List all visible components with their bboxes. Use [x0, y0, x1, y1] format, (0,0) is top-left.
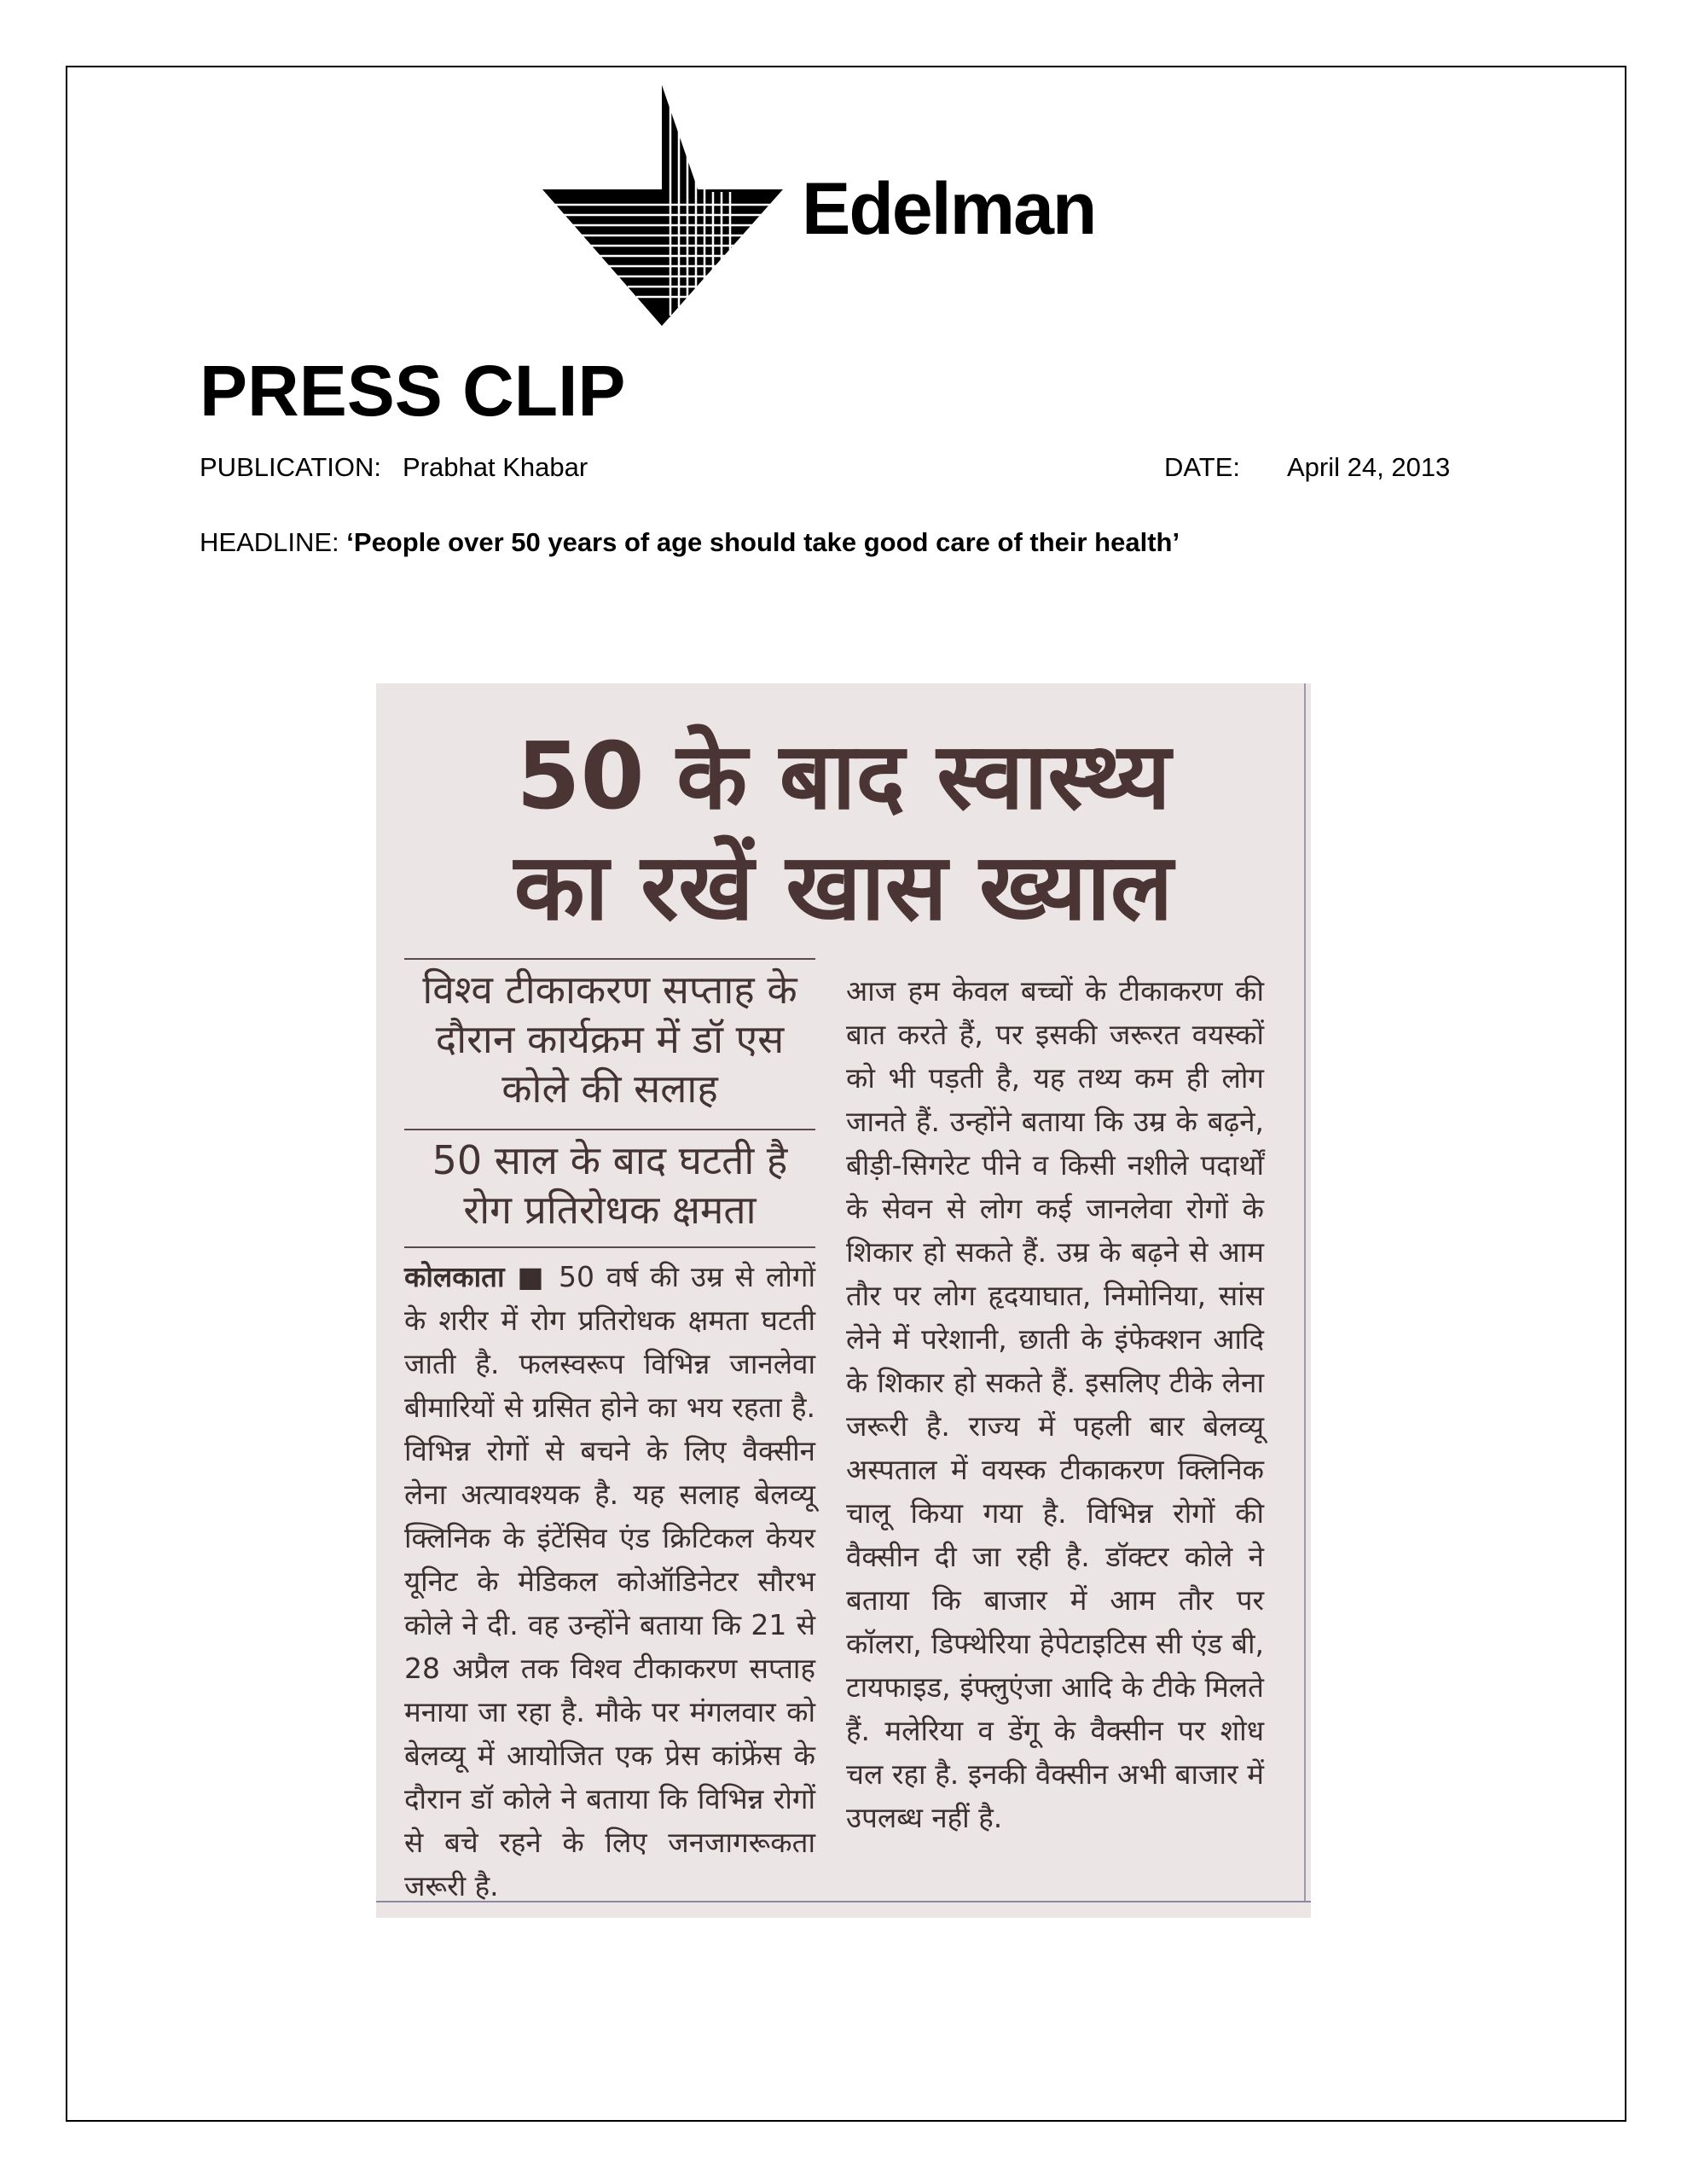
newspaper-clipping: [376, 683, 1311, 1918]
clipping-headline-line2: का रखें खास ख्याल: [513, 834, 1174, 941]
headline-label: HEADLINE:: [200, 527, 347, 557]
publication-value: Prabhat Khabar: [403, 452, 588, 482]
headline: [200, 527, 1180, 558]
dateline: कोलकाता ■: [404, 1260, 548, 1293]
divider: [404, 1246, 815, 1248]
clipping-headline-line1: 50 के बाद स्वास्थ्य: [516, 723, 1171, 830]
clipping-right-column: आज हम केवल बच्चों के टीकाकरण की बात करते हैं, पर इसकी जरूरत वयस्कों को भी पड़ती है, यह तथ्य कम ही लोग जानते हैं. उन्होंने बताया कि उम्र के बढ़ने, बीड़ी-सिगरेट पीने व किसी नशीले पदार्थों के सेवन से लोग कई जानलेवा रोगों के शिकार हो सकते हैं. उम्र के बढ़ने से आम तौर पर लोग हृदयाघात, निमोनिया, सांस लेने में परेशानी, छाती के इंफेक्शन आदि के शिकार हो सकते हैं. इसलिए टीके लेना जरूरी है. राज्य में पहली बार बेलव्यू अस्पताल में वयस्क टीकाकरण क्लिनिक चालू किया गया है. विभिन्न रोगों की वैक्सीन दी जा रही है. डॉक्टर कोले ने बताया कि बाजार में आम तौर पर कॉलरा, डिफ्थेरिया हेपेटाइटिस सी एंड बी, टायफाइड, इंफ्लुएंजा आदि के टीके मिलते हैं. मलेरिया व डेंगू के वैक्सीन पर शोध चल रहा है. इनकी वैक्सीन अभी बाजार में उपलब्ध नहीं है.: [846, 974, 1264, 1834]
brand-name: Edelman: [802, 168, 1096, 250]
date-value: April 24, 2013: [1287, 452, 1451, 482]
headline-value: ‘People over 50 years of age should take good care of their health’: [346, 527, 1180, 557]
edelman-logo-icon: [542, 85, 783, 326]
divider: [404, 958, 815, 960]
left-body: 50 वर्ष की उम्र से लोगों के शरीर में रोग प्रतिरोधक क्षमता घटती जाती है. फलस्वरूप विभिन्न जानलेवा बीमारियों से ग्रसित होने का भय रहता है. विभिन्न रोगों से बचने के लिए वैक्सीन लेना अत्यावश्यक है. यह सलाह बेलव्यू क्लिनिक के इंटेंसिव एंड क्रिटिकल केयर यूनिट के मेडिकल कोऑडिनेटर सौरभ कोले ने दी. वह उन्होंने बताया कि 21 से 28 अप्रैल तक विश्व टीकाकरण सप्ताह मनाया जा रहा है. मौके पर मंगलवार को बेलव्यू में आयोजित एक प्रेस कांफ्रेंस के दौरान डॉ कोले ने बताया कि विभिन्न रोगों से बचे रहने के लिए जनजागरूकता जरूरी है.: [404, 1260, 815, 1902]
page-title: PRESS CLIP: [200, 351, 626, 431]
divider: [404, 1129, 815, 1130]
clipping-subhead-2: 50 साल के बाद घटती है रोग प्रतिरोधक क्षमता: [432, 1137, 788, 1233]
publication-label: PUBLICATION:: [200, 452, 382, 482]
clipping-subhead-1: विश्व टीकाकरण सप्ताह के दौरान कार्यक्रम में डॉ एस कोले की सलाह: [422, 967, 797, 1112]
clipping-left-column: [404, 1255, 815, 1908]
date-label: DATE:: [1164, 452, 1240, 482]
